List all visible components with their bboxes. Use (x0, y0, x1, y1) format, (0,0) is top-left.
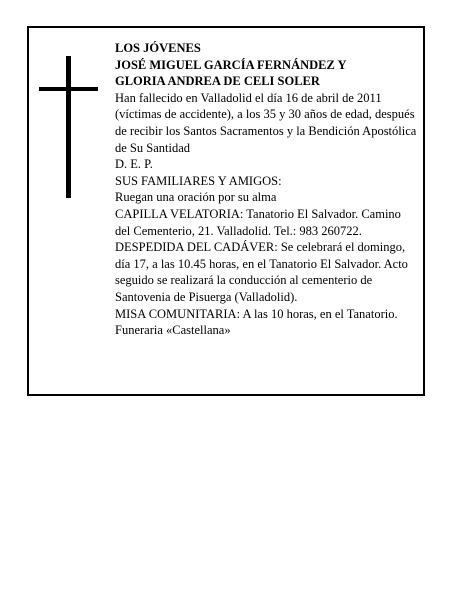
family-and-friends: SUS FAMILIARES Y AMIGOS: (115, 173, 282, 188)
deceased-names-line-1: JOSÉ MIGUEL GARCÍA FERNÁNDEZ Y (115, 57, 347, 72)
notice-text-block (115, 40, 417, 339)
farewell-info: DESPEDIDA DEL CADÁVER: Se celebrará el domingo, día 17, a las 10.45 horas, en el Tanatorio El Salvador. Acto seguido se realizará la conducción al cementerio de Santovenia de Pisuerga (Valladolid). (115, 240, 408, 304)
prayer-request: Ruegan una oración por su alma (115, 190, 277, 205)
cross-vertical-bar (66, 56, 71, 198)
funeral-home: Funeraria «Castellana» (115, 323, 231, 338)
cross-horizontal-bar (39, 87, 98, 91)
latin-cross-icon (39, 56, 98, 198)
chapel-info: CAPILLA VELATORIA: Tanatorio El Salvador. Camino del Cementerio, 21. Valladolid. Tel.: 983 260722. (115, 206, 401, 238)
rest-in-peace: D. E. P. (115, 157, 153, 172)
obituary-notice (27, 26, 425, 396)
deceased-names-line-2: GLORIA ANDREA DE CELI SOLER (115, 74, 320, 89)
notice-header: LOS JÓVENES (115, 41, 201, 55)
mass-info: MISA COMUNITARIA: A las 10 horas, en el Tanatorio. (115, 306, 398, 321)
death-statement: Han fallecido en Valladolid el día 16 de abril de 2011 (víctimas de accidente), a los 35 y 30 años de edad, después de recibir los Santos Sacramentos y la Bendición Apostólica de Su Santidad (115, 90, 417, 155)
